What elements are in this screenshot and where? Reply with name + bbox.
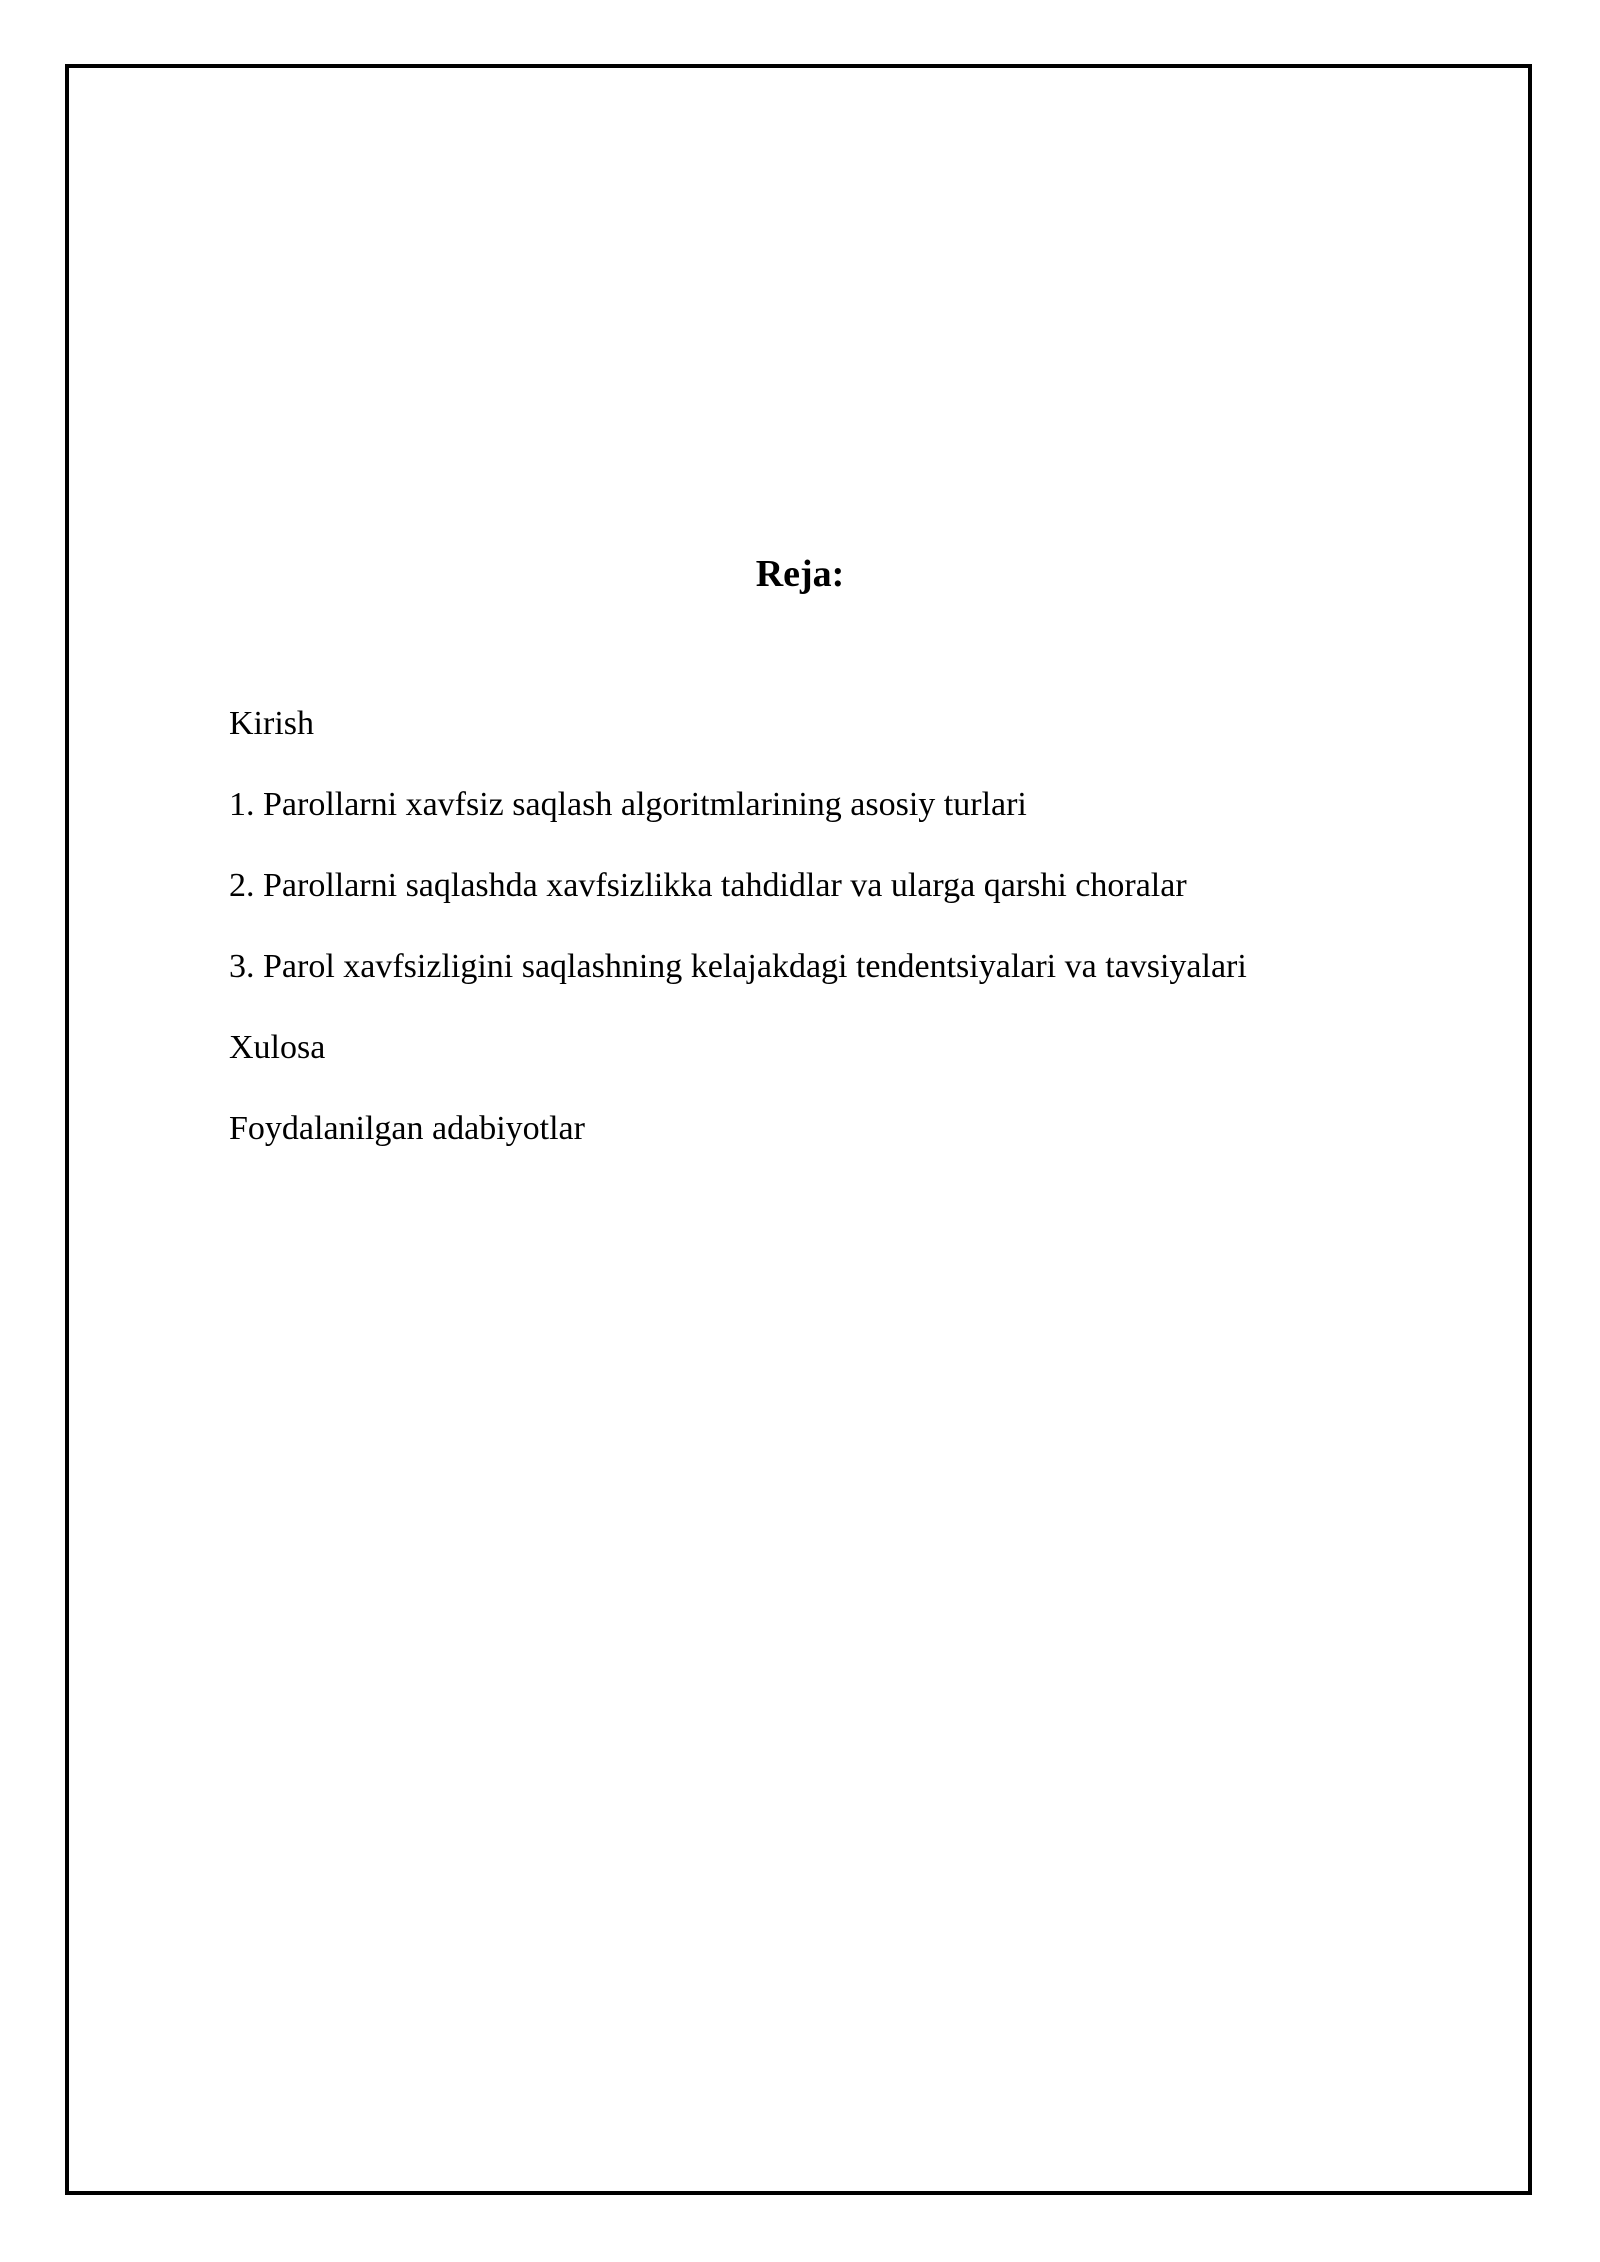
plan-item-conclusion: Xulosa [229, 1029, 326, 1066]
plan-item-references: Foydalanilgan adabiyotlar [229, 1110, 585, 1147]
plan-item-introduction: Kirish [229, 705, 314, 742]
page-title: Reja: [755, 553, 845, 595]
plan-item-3: 3. Parol xavfsizligini saqlashning kelajakdagi tendentsiyalari va tavsiyalari [229, 948, 1247, 985]
plan-list [229, 700, 1247, 1186]
plan-item-1: 1. Parollarni xavfsiz saqlash algoritmlarining asosiy turlari [229, 786, 1027, 823]
plan-item-2: 2. Parollarni saqlashda xavfsizlikka tahdidlar va ularga qarshi choralar [229, 867, 1187, 904]
